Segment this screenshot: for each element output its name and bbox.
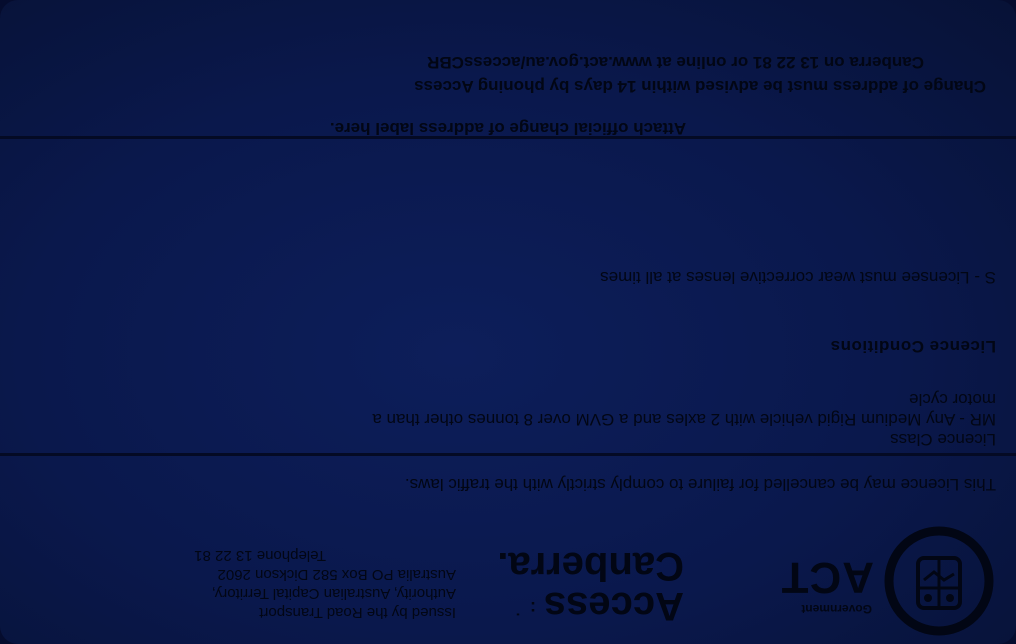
issuer-line: Issued by the Road Transport [259, 604, 456, 621]
act-subtitle: Government [801, 602, 872, 616]
access-canberra-logo [486, 538, 686, 628]
address-change-contact: Canberra on 13 22 81 or online at www.act.gov.au/accessCBR [427, 53, 924, 72]
issuer-block [36, 546, 456, 622]
licence-conditions-heading: Licence Conditions [830, 337, 996, 356]
act-title: ACT [780, 553, 874, 602]
cancellation-warning: This Licence may be cancelled for failure to comply strictly with the traffic laws. [404, 475, 996, 494]
act-government-logo [694, 526, 994, 636]
divider [0, 453, 1016, 456]
address-change-notice: Change of address must be advised within 14 days by phoning Access [414, 77, 986, 96]
licence-conditions-text: S - Licensee must wear corrective lenses at all times [600, 268, 996, 287]
address-label-instruction: Attach official change of address label here. [329, 119, 687, 138]
issuer-line: Australia PO Box 582 Dickson 2602 [217, 566, 456, 583]
licence-class-heading: Licence Class [890, 430, 996, 449]
canberra-word: Canberra. [497, 544, 684, 588]
issuer-line: Authority, Australian Capital Territory, [211, 585, 456, 602]
dots-icon: : ˙ [513, 598, 536, 618]
access-word: Access [543, 584, 684, 628]
crest-icon [884, 526, 994, 636]
licence-class-text: MR - Any Medium Rigid vehicle with 2 axles and a GVM over 8 tonnes other than a motor cycle [372, 390, 996, 429]
issuer-telephone: Telephone 13 22 81 [194, 547, 326, 564]
